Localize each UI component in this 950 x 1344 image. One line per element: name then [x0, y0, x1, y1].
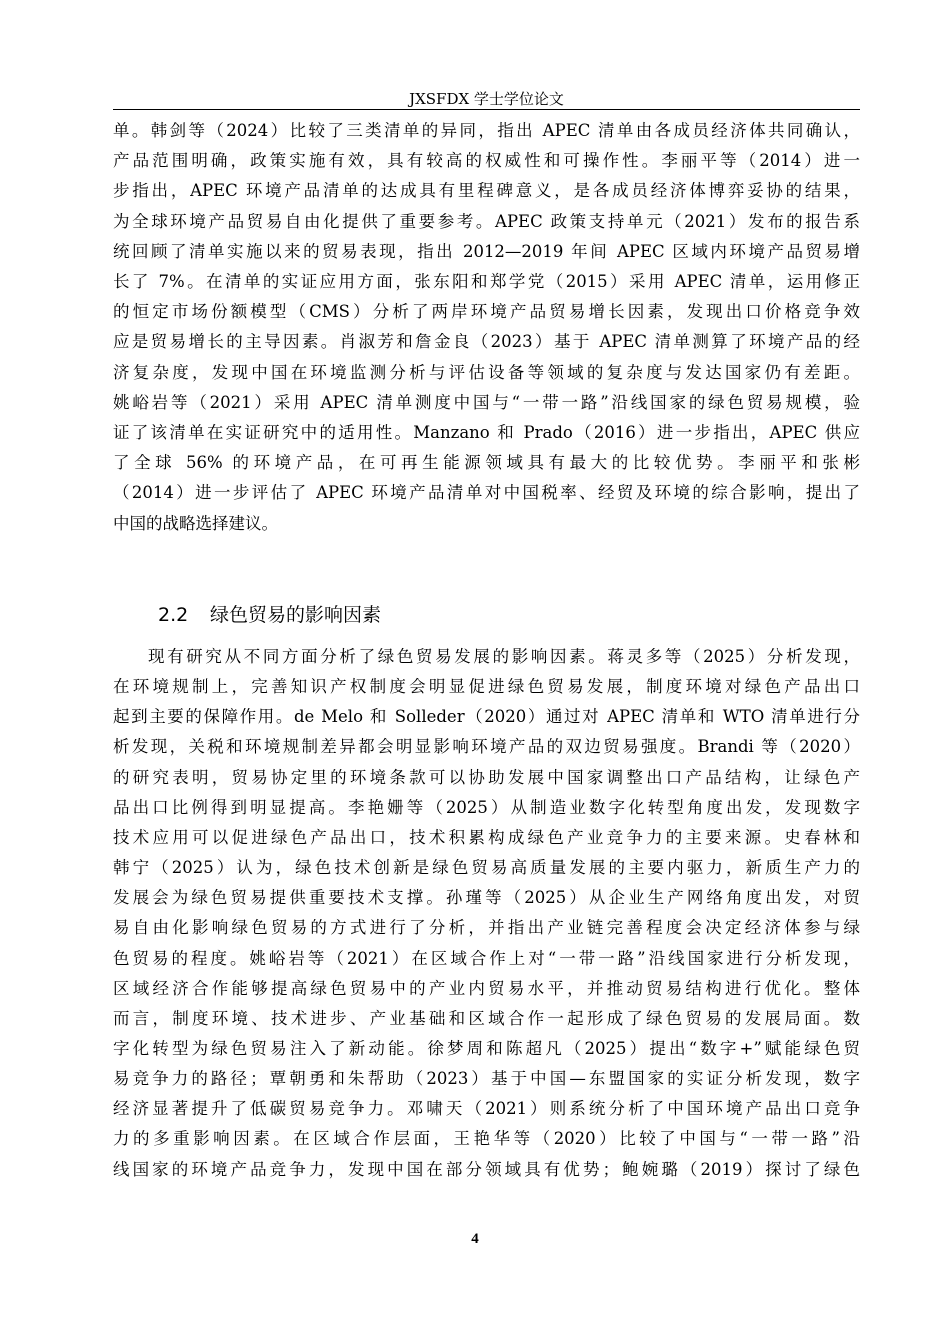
section-title: 绿色贸易的影响因素: [210, 604, 382, 626]
text-line: 现有研究从不同方面分析了绿色贸易发展的影响因素。蒋灵多等（2025）分析发现，: [148, 647, 860, 666]
text-line: 技术应用可以促进绿色产品出口，技术积累构成绿色产业竞争力的主要来源。史春林和: [113, 827, 860, 847]
text-line: 济复杂度，发现中国在环境监测分析与评估设备等领域的复杂度与发达国家仍有差距。: [113, 362, 860, 382]
text-line: 发展会为绿色贸易提供重要技术支撑。孙瑾等（2025）从企业生产网络角度出发，对贸: [113, 888, 860, 908]
page-number: 4: [471, 1231, 479, 1247]
text-line: 的研究表明，贸易协定里的环境条款可以协助发展中国家调整出口产品结构，让绿色产: [113, 767, 860, 787]
text-line: 析发现，关税和环境规制差异都会明显影响环境产品的双边贸易强度。Brandi 等（2020）: [113, 737, 860, 757]
text-line: 色贸易的程度。姚峪岩等（2021）在区域合作上对“一带一路”沿线国家进行分析发现，: [113, 948, 860, 968]
text-line: 区域经济合作能够提高绿色贸易中的产业内贸易水平，并推动贸易结构进行优化。整体: [113, 978, 860, 998]
text-line: 步指出，APEC 环境产品清单的达成具有里程碑意义，是各成员经济体博弈妥协的结果，: [113, 181, 860, 201]
text-line: 易自由化影响绿色贸易的方式进行了分析，并指出产业链完善程度会决定经济体参与绿: [113, 918, 860, 938]
text-line: 的恒定市场份额模型（CMS）分析了两岸环境产品贸易增长因素，发现出口价格竞争效: [113, 302, 860, 322]
text-line: 为全球环境产品贸易自由化提供了重要参考。APEC 政策支持单元（2021）发布的报告系: [113, 211, 860, 231]
text-line: 而言，制度环境、技术进步、产业基础和区域合作一起形成了绿色贸易的发展局面。数: [113, 1008, 860, 1028]
text-line: 易竞争力的路径；覃朝勇和朱帮助（2023）基于中国—东盟国家的实证分析发现，数字: [113, 1069, 860, 1089]
text-line: 经济显著提升了低碳贸易竞争力。邓啸天（2021）则系统分析了中国环境产品出口竞争: [113, 1099, 860, 1119]
text-line: 产品范围明确，政策实施有效，具有较高的权威性和可操作性。李丽平等（2014）进一: [113, 151, 860, 171]
text-line: 了全球 56% 的环境产品，在可再生能源领域具有最大的比较优势。李丽平和张彬: [113, 453, 860, 473]
text-line: 线国家的环境产品竞争力，发现中国在部分领域具有优势；鲍婉璐（2019）探讨了绿色: [113, 1159, 860, 1179]
text-line: 起到主要的保障作用。de Melo 和 Solleder（2020）通过对 APEC 清单和 WTO 清单进行分: [113, 707, 860, 727]
text-line: 韩宁（2025）认为，绿色技术创新是绿色贸易高质量发展的主要内驱力，新质生产力的: [113, 858, 860, 878]
text-line: 力的多重影响因素。在区域合作层面，王艳华等（2020）比较了中国与“一带一路”沿: [113, 1129, 860, 1149]
text-line: 中国的战略选择建议。: [113, 513, 278, 533]
text-line: 品出口比例得到明显提高。李艳姗等（2025）从制造业数字化转型角度出发，发现数字: [113, 797, 860, 817]
text-line: 长了 7%。在清单的实证应用方面，张东阳和郑学党（2015）采用 APEC 清单，运用修正: [113, 272, 860, 291]
text-line: 姚峪岩等（2021）采用 APEC 清单测度中国与“一带一路”沿线国家的绿色贸易规模，验: [113, 392, 860, 412]
text-line: 统回顾了清单实施以来的贸易表现，指出 2012—2019 年间 APEC 区域内环境产品贸易增: [113, 241, 860, 261]
section-number: 2.2: [158, 604, 189, 626]
header-rule: [113, 109, 860, 110]
text-line: 证了该清单在实证研究中的适用性。Manzano 和 Prado（2016）进一步指出，APEC 供应: [113, 423, 860, 442]
text-line: （2014）进一步评估了 APEC 环境产品清单对中国税率、经贸及环境的综合影响，提出了: [113, 483, 860, 503]
text-line: 应是贸易增长的主导因素。肖淑芳和詹金良（2023）基于 APEC 清单测算了环境产品的经: [113, 332, 860, 352]
text-line: 单。韩剑等（2024）比较了三类清单的异同，指出 APEC 清单由各成员经济体共同确认，: [113, 121, 860, 140]
section-heading: [158, 603, 381, 627]
text-line: 字化转型为绿色贸易注入了新动能。徐梦周和陈超凡（2025）提出“数字+”赋能绿色贸: [113, 1038, 860, 1058]
text-line: 在环境规制上，完善知识产权制度会明显促进绿色贸易发展，制度环境对绿色产品出口: [113, 677, 860, 697]
running-header: JXSFDX 学士学位论文: [409, 90, 564, 108]
